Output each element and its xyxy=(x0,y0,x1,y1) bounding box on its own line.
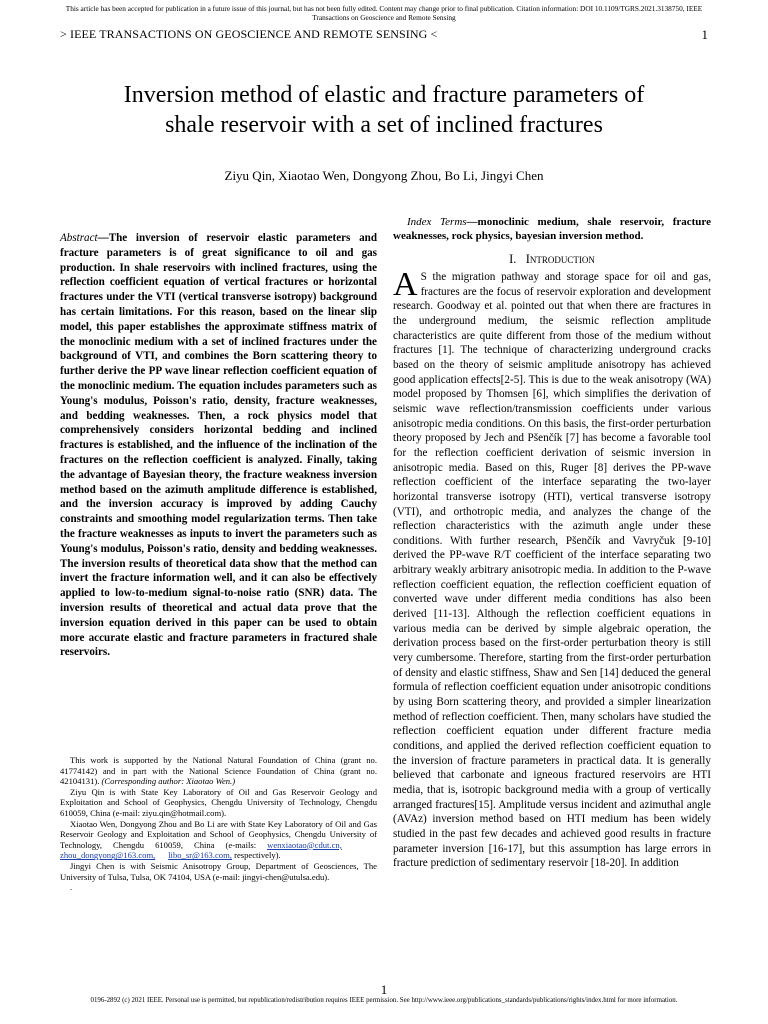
abstract-lead: Abstract xyxy=(60,232,98,244)
introduction-body: S the migration pathway and storage space for oil and gas, fractures are the focus of reservoir exploration and development research. Goodway et al. pointed out that when there are fractures in the underground medium, the seismic reflection amplitude characteristics are quite different from those of the medium without fractures [1]. The technique of characterizing underground cracks based on the theory of seismic amplitude anisotropy has achieved good application effects[2-5]. This is due to the weak anisotropy (WA) model proposed by Thomsen [6], which simplifies the derivation of seismic wave reflection/transmission coefficients under various anisotropic media conditions. On this basis, the first-order perturbation theory proposed by Jech and Pšenčík [7] has become a favorable tool for the reflection coefficient derivation of seismic inversion in anisotropic media. Based on this, Ruger [8] derives the PP-wave reflection coefficient of the interface separating the two-layer horizontal transverse isotropy (HTI), vertical transverse isotropy (VTI), and orthotropic media, and analyzes the change of the reflection characteristics with the azimuth angle under these conditions. With further research, Pšenčík and Vavryčuk [9-10] derived the PP-wave R/T coefficient of the interface separating two arbitrary weakly arbitrary anisotropic media. In addition to the P-wave reflection coefficient equation, the reflection coefficient equation of converted wave under different media conditions has also been derived [11-13]. Although the reflection coefficient equations in various media can be derived by simple algebraic operation, the derivation process based on the first-order perturbation theory is still very cumbersome. Therefore, starting from the first-order perturbation of density and elastic stiffness, Shaw and Sen [14] deduced the general formula of reflection coefficient equation under anisotropic conditions by using Born scattering theory, and provided a simpler linearization method of reflection coefficient. Then, many scholars have studied the reflection coefficient equation under different fracture media conditions, and applied the derived reflection coefficient equation to the inversion of fracture parameters in practical data. It is generally believed that carbonate and igneous fractured reservoirs are HTI media, that is, isotropic background media with a group of vertically arranged fractures[15]. Amplitude versus incident and azimuthal angle (AVAz) inversion method based on HTI medium has been widely studied in the past few decades and achieved good results in fracture parameter inversion [16-17], but this assumption has large errors in fracture prediction of sedimentary reservoir [18-20]. In addition xyxy=(393,271,711,870)
banner-line-1: This article has been accepted for publication in a future issue of this journal, but has not been fully edited. Content may change prior to final publication. Citation information: DOI 10.1109/TGRS.2021.3138750, IEEE xyxy=(65,4,703,13)
section-title: Introduction xyxy=(525,252,595,266)
author-list: Ziyu Qin, Xiaotao Wen, Dongyong Zhou, Bo Li, Jingyi Chen xyxy=(224,168,544,183)
drop-cap: A xyxy=(393,266,418,303)
index-terms xyxy=(393,215,711,243)
paper-title xyxy=(60,80,708,140)
footnote-wen-zhou-li: Xiaotao Wen, Dongyong Zhou and Bo Li are with State Key Laboratory of Oil and Gas Reservoir Geology and Exploitation and School of Geophysics, Chengdu University of Technology, Chengdu 610059, China (e-mails: wenxiaotao@cdut.cn, zhou_dongyong@163.com, libo_sr@163.com, respectively). xyxy=(60,818,377,861)
email-link-zhou[interactable]: zhou_dongyong@163.com, xyxy=(60,850,156,861)
index-terms-lead: Index Terms xyxy=(407,216,467,228)
footnote-chen: Jingyi Chen is with Seismic Anisotropy Group, Department of Geosciences, The University of Tulsa, Tulsa, OK 74104, USA (e-mail: jingyi-chen@utulsa.edu). xyxy=(60,860,377,882)
introduction-text xyxy=(393,266,711,871)
title-line-2: shale reservoir with a set of inclined fractures xyxy=(165,112,603,138)
abstract-body: —The inversion of reservoir elastic parameters and fracture parameters is of great significance to oil and gas production. In shale reservoirs with inclined fractures, using the reflection coefficient equation of vertical fractures or horizontal fractures under the VTI (vertical transverse isotropy) background has certain limitations. For this reason, based on the linear slip model, this paper establishes the approximate stiffness matrix of the monoclinic medium with a set of inclined fractures under the background of VTI, and combines the Born scattering theory to further derive the PP wave linear reflection coefficient equation of the monoclinic medium. The equation includes parameters such as Young's modulus, Poisson's ratio, density, fracture weaknesses, and bedding weaknesses. Then, a rock physics model that comprehensively considers horizontal bedding and inclined fractures is established, and the influence of the inclination of the fractures on the reflection coefficient is analyzed. Finally, taking the advantage of Bayesian theory, the fracture weakness inversion method based on the azimuth amplitude difference is established, and the inversion accuracy is improved by adding Cauchy constraints and smoothing model regularization terms. Then take the fracture weaknesses as inputs to invert the parameters such as Young's modulus, Poisson's ratio, density and bedding weaknesses. The inversion results of theoretical data show that the method can invert the fracture information well, and it can also be effectively applied to low-to-medium signal-to-noise ratio (SNR) data. The inversion results of theoretical and actual data prove that the inversion equation derived in this paper can be used to obtain more accurate elastic and fracture parameters in fractured shale reservoirs. xyxy=(60,232,377,659)
email-link-wen[interactable]: wenxiaotao@cdut.cn, xyxy=(267,839,342,850)
right-column xyxy=(393,215,711,871)
banner-line-2: Transactions on Geoscience and Remote Sensing xyxy=(312,13,456,22)
footnote-qin: Ziyu Qin is with State Key Laboratory of Oil and Gas Reservoir Geology and Exploitation and School of Geophysics, Chengdu University of Technology, Chengdu 610059, China (e-mail: ziyu.qin@hotmail.com). xyxy=(60,786,377,818)
section-numeral: I. xyxy=(509,252,517,266)
title-line-1: Inversion method of elastic and fracture parameters of xyxy=(123,82,645,108)
email-link-li[interactable]: libo_sr@163.com, xyxy=(168,850,232,861)
section-heading-introduction xyxy=(393,252,711,267)
accepted-article-banner xyxy=(20,4,748,22)
footnotes xyxy=(60,755,377,893)
page-number-bottom: 1 xyxy=(380,982,388,997)
page-number-top: 1 xyxy=(701,27,708,42)
index-terms-body: —monoclinic medium, shale reservoir, fracture weaknesses, rock physics, bayesian inversion method. xyxy=(393,216,711,242)
corresponding-author-note: (Corresponding author: Xiaotao Wen.) xyxy=(101,776,236,787)
running-head: > IEEE TRANSACTIONS ON GEOSCIENCE AND REMOTE SENSING < xyxy=(60,27,438,41)
left-column xyxy=(60,231,377,660)
footnote-funding: This work is supported by the National Natural Foundation of China (grant no. 41774142) and in part with the National Science Foundation of China (grant no. 42104131). (Corresponding author: Xiaotao Wen.) xyxy=(60,755,377,787)
copyright-footer: 0196-2892 (c) 2021 IEEE. Personal use is permitted, but republication/redistribution requires IEEE permission. See http://www.ieee.org/publications_standards/publications/rights/index.html for more information. xyxy=(90,997,678,1004)
abstract xyxy=(60,231,377,660)
footnote-trailing-dot: . xyxy=(70,882,73,893)
